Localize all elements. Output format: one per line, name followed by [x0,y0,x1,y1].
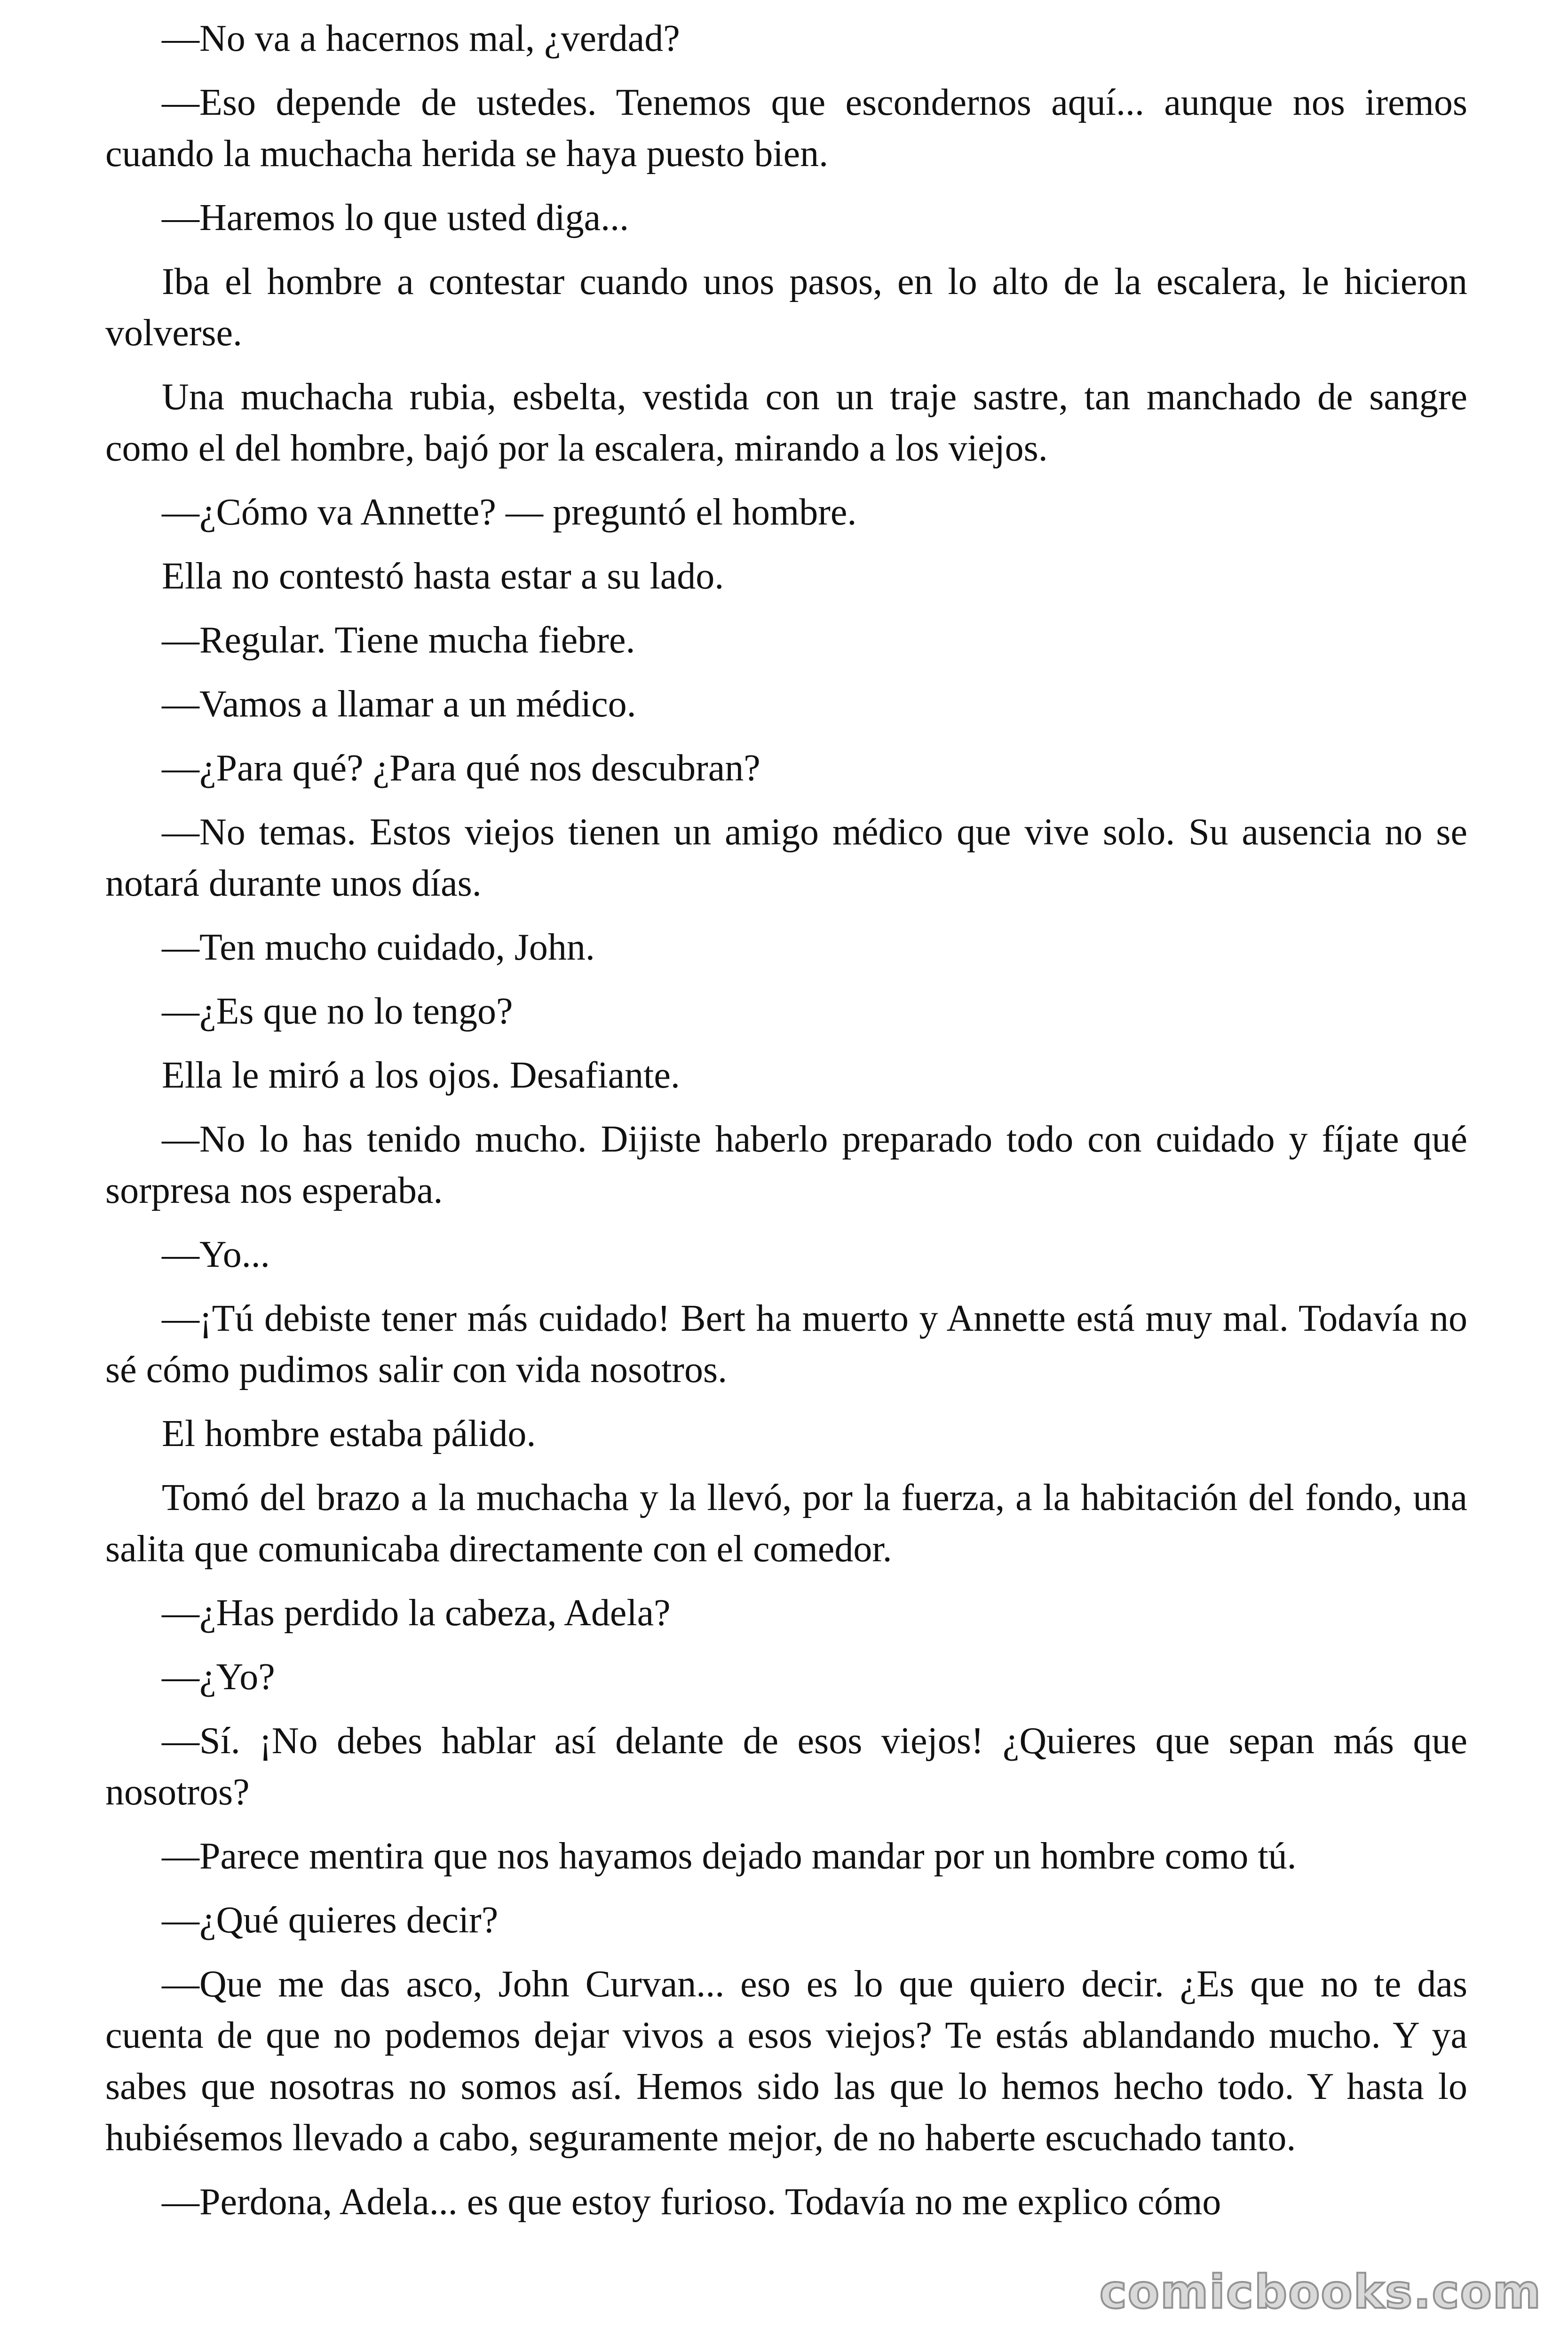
paragraph: —No lo has tenido mucho. Dijiste haberlo preparado todo con cuidado y fíjate qué sorpresa nos esperaba. [105,1119,1467,1211]
paragraph: —¿Para qué? ¿Para qué nos descubran? [162,747,760,789]
paragraph: —Parece mentira que nos hayamos dejado mandar por un hombre como tú. [162,1836,1297,1877]
paragraph: —Ten mucho cuidado, John. [162,927,595,968]
paragraph: —Yo... [162,1234,270,1275]
paragraph: —Sí. ¡No debes hablar así delante de esos viejos! ¿Quieres que sepan más que nosotros? [105,1720,1467,1813]
paragraph: —¿Has perdido la cabeza, Adela? [162,1592,671,1634]
paragraph: —¿Es que no lo tengo? [162,991,513,1032]
paragraph: Tomó del brazo a la muchacha y la llevó, por la fuerza, a la habitación del fondo, una salita que comunicaba directamente con el comedor. [105,1477,1467,1570]
paragraph: —Vamos a llamar a un médico. [162,683,636,725]
paragraph: —Eso depende de ustedes. Tenemos que escondernos aquí... aunque nos iremos cuando la muchacha herida se haya puesto bien. [105,82,1467,175]
paragraph: —Que me das asco, John Curvan... eso es lo que quiero decir. ¿Es que no te das cuenta de que no podemos dejar vivos a esos viejos? Te estás ablandando mucho. Y ya sabes que nosotras no somos así. Hemos sido las que lo hemos hecho todo. Y hasta lo hubiésemos llevado a cabo, seguramente mejor, de no haberte escuchado tanto. [105,1963,1467,2159]
paragraph: —Regular. Tiene mucha fiebre. [162,620,635,661]
paragraph: Ella no contestó hasta estar a su lado. [162,556,724,597]
paragraph: —No temas. Estos viejos tienen un amigo médico que vive solo. Su ausencia no se notará durante unos días. [105,811,1467,904]
paragraph: —Haremos lo que usted diga... [162,197,629,238]
paragraph: Una muchacha rubia, esbelta, vestida con un traje sastre, tan manchado de sangre como el del hombre, bajó por la escalera, mirando a los viejos. [105,376,1467,469]
watermark-logo: comicbooks.com [1099,2265,1542,2319]
paragraph: Iba el hombre a contestar cuando unos pasos, en lo alto de la escalera, le hicieron volverse. [105,261,1467,354]
paragraph: —No va a hacernos mal, ¿verdad? [162,18,680,59]
paragraph: El hombre estaba pálido. [162,1413,536,1454]
paragraph: —¿Qué quieres decir? [162,1899,499,1941]
paragraph: Ella le miró a los ojos. Desafiante. [162,1055,680,1096]
paragraph: —Perdona, Adela... es que estoy furioso. Todavía no me explico cómo [162,2181,1221,2223]
body-text [105,13,1467,2241]
paragraph: —¿Yo? [162,1656,275,1698]
paragraph: —¡Tú debiste tener más cuidado! Bert ha muerto y Annette está muy mal. Todavía no sé cómo pudimos salir con vida nosotros. [105,1298,1467,1391]
paragraph: —¿Cómo va Annette? — preguntó el hombre. [162,492,857,533]
